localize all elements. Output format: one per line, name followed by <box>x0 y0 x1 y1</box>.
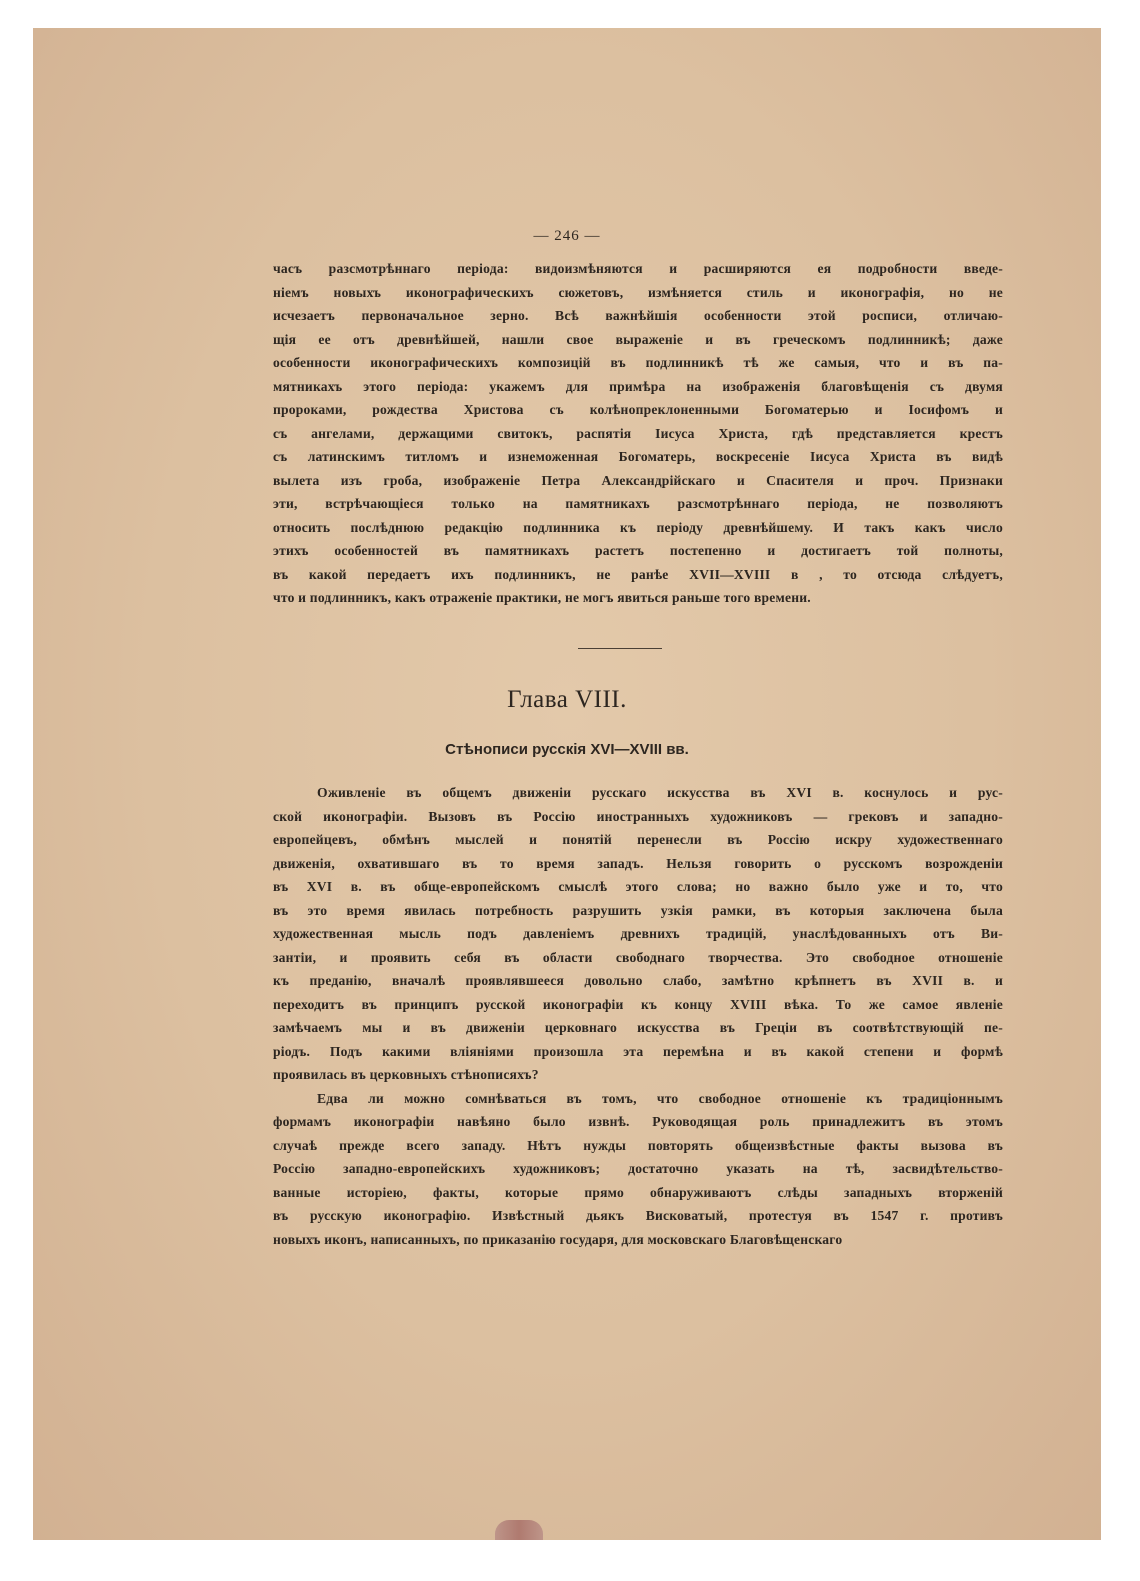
page-number: — 246 — <box>533 228 601 244</box>
text-line: къ преданію, вначалѣ проявлявшееся довольно слабо, замѣтно крѣпнетъ въ XVII в. и <box>273 973 1003 988</box>
text-line: европейцевъ, обмѣнъ мыслей и понятій перенесли въ Россію искру художественнаго <box>273 832 1003 847</box>
text-line: часъ разсмотрѣннаго періода: видоизмѣняются и расширяются ея подробности введе- <box>273 261 1003 276</box>
section-divider-rule <box>578 648 662 649</box>
text-line: ской иконографіи. Вызовъ въ Россію иностранныхъ художниковъ — грековъ и западно- <box>273 808 1003 824</box>
text-line: съ латинскимъ титломъ и изнеможенная Богоматерь, воскресеніе Іисуса Христа въ видѣ <box>273 449 1003 464</box>
text-line: Оживленіе въ общемъ движеніи русскаго искусства въ XVI в. коснулось и рус- <box>317 785 1003 800</box>
continuation-paragraph <box>273 257 1003 610</box>
text-line: съ ангелами, держащими свитокъ, распятія Іисуса Христа, гдѣ представляется крестъ <box>273 425 1003 441</box>
text-line: въ русскую иконографію. Извѣстный дьякъ Висковатый, протестуя въ 1547 г. противъ <box>273 1208 1003 1223</box>
text-line: проявилась въ церковныхъ стѣнописяхъ? <box>273 1067 539 1082</box>
text-line: въ какой передаетъ ихъ подлинникъ, не ранѣе XVII—XVIII в , то отсюда слѣдуетъ, <box>273 566 1003 582</box>
text-line: Едва ли можно сомнѣваться въ томъ, что свободное отношеніе къ традиціоннымъ <box>317 1090 1003 1106</box>
chapter-subtitle: Стѣнописи русскія XVI—XVIII вв. <box>445 741 689 758</box>
text-line: новыхъ иконъ, написанныхъ, по приказанію государя, для московскаго Благовѣщенскаго <box>273 1231 843 1247</box>
text-line: ванные исторіею, факты, которые прямо обнаруживаютъ слѣды западныхъ вторженій <box>273 1184 1003 1200</box>
text-line: переходитъ въ принципъ русской иконографіи къ концу XVIII вѣка. То же самое явленіе <box>273 996 1003 1012</box>
text-line: ніемъ новыхъ иконографическихъ сюжетовъ, измѣняется стиль и иконографія, но не <box>273 284 1003 300</box>
text-line: вылета изъ гроба, изображеніе Петра Александрійскаго и Спасителя и проч. Признаки <box>273 472 1003 488</box>
text-line: эти, встрѣчающіеся только на памятникахъ разсмотрѣннаго періода, не позволяютъ <box>273 496 1003 511</box>
text-line: зантіи, и проявить себя въ области свободнаго творчества. Это свободное отношеніе <box>273 949 1003 965</box>
text-line: формамъ иконографіи навѣяно было извнѣ. Руководящая роль принадлежитъ въ этомъ <box>273 1114 1003 1129</box>
text-line: исчезаетъ первоначальное зерно. Всѣ важнѣйшія особенности этой росписи, отличаю- <box>273 308 1003 323</box>
text-line: замѣчаемъ мы и въ движеніи церковнаго искусства въ Греціи въ соотвѣтствующій пе- <box>273 1020 1003 1035</box>
text-line: случаѣ прежде всего западу. Нѣтъ нужды повторять общеизвѣстные факты вызова въ <box>273 1137 1003 1153</box>
text-line: въ XVI в. въ обще-европейскомъ смыслѣ этого слова; но важно было уже и то, что <box>273 879 1003 894</box>
text-line: мятникахъ этого періода: укажемъ для примѣра на изображенія благовѣщенія съ двумя <box>273 378 1003 394</box>
text-line: относить послѣднюю редакцію подлинника къ періоду древнѣйшему. И такъ какъ число <box>273 519 1003 535</box>
text-line: пророками, рождества Христова съ колѣнопреклоненными Богоматерью и Іосифомъ и <box>273 402 1003 417</box>
text-line: Россію западно-европейскихъ художниковъ; достаточно указать на тѣ, засвидѣтельство- <box>273 1161 1003 1176</box>
chapter-body-text <box>273 781 1003 1251</box>
chapter-title: Глава VIII. <box>507 686 627 713</box>
text-line: щія ее отъ древнѣйшей, нашли свое выраженіе и въ греческомъ подлинникѣ; даже <box>273 331 1003 347</box>
text-line: что и подлинникъ, какъ отраженіе практики, не могъ явиться раньше того времени. <box>273 590 811 605</box>
text-line: художественная мысль подъ давленіемъ древнихъ традицій, унаслѣдованныхъ отъ Ви- <box>273 926 1003 941</box>
book-page <box>33 28 1101 1540</box>
text-line: движенія, охватившаго въ то время западъ. Нельзя говорить о русскомъ возрожденіи <box>273 855 1003 871</box>
text-line: этихъ особенностей въ памятникахъ растетъ постепенно и достигаетъ той полноты, <box>273 543 1003 558</box>
text-line: особенности иконографическихъ композицій въ подлинникѣ тѣ же самыя, что и въ па- <box>273 355 1003 370</box>
page-edge-mark <box>495 1520 543 1540</box>
text-line: въ это время явилась потребность разрушить узкія рамки, въ которыя заключена была <box>273 902 1003 918</box>
text-line: ріодъ. Подъ какими вліяніями произошла эта перемѣна и въ какой степени и формѣ <box>273 1043 1003 1059</box>
